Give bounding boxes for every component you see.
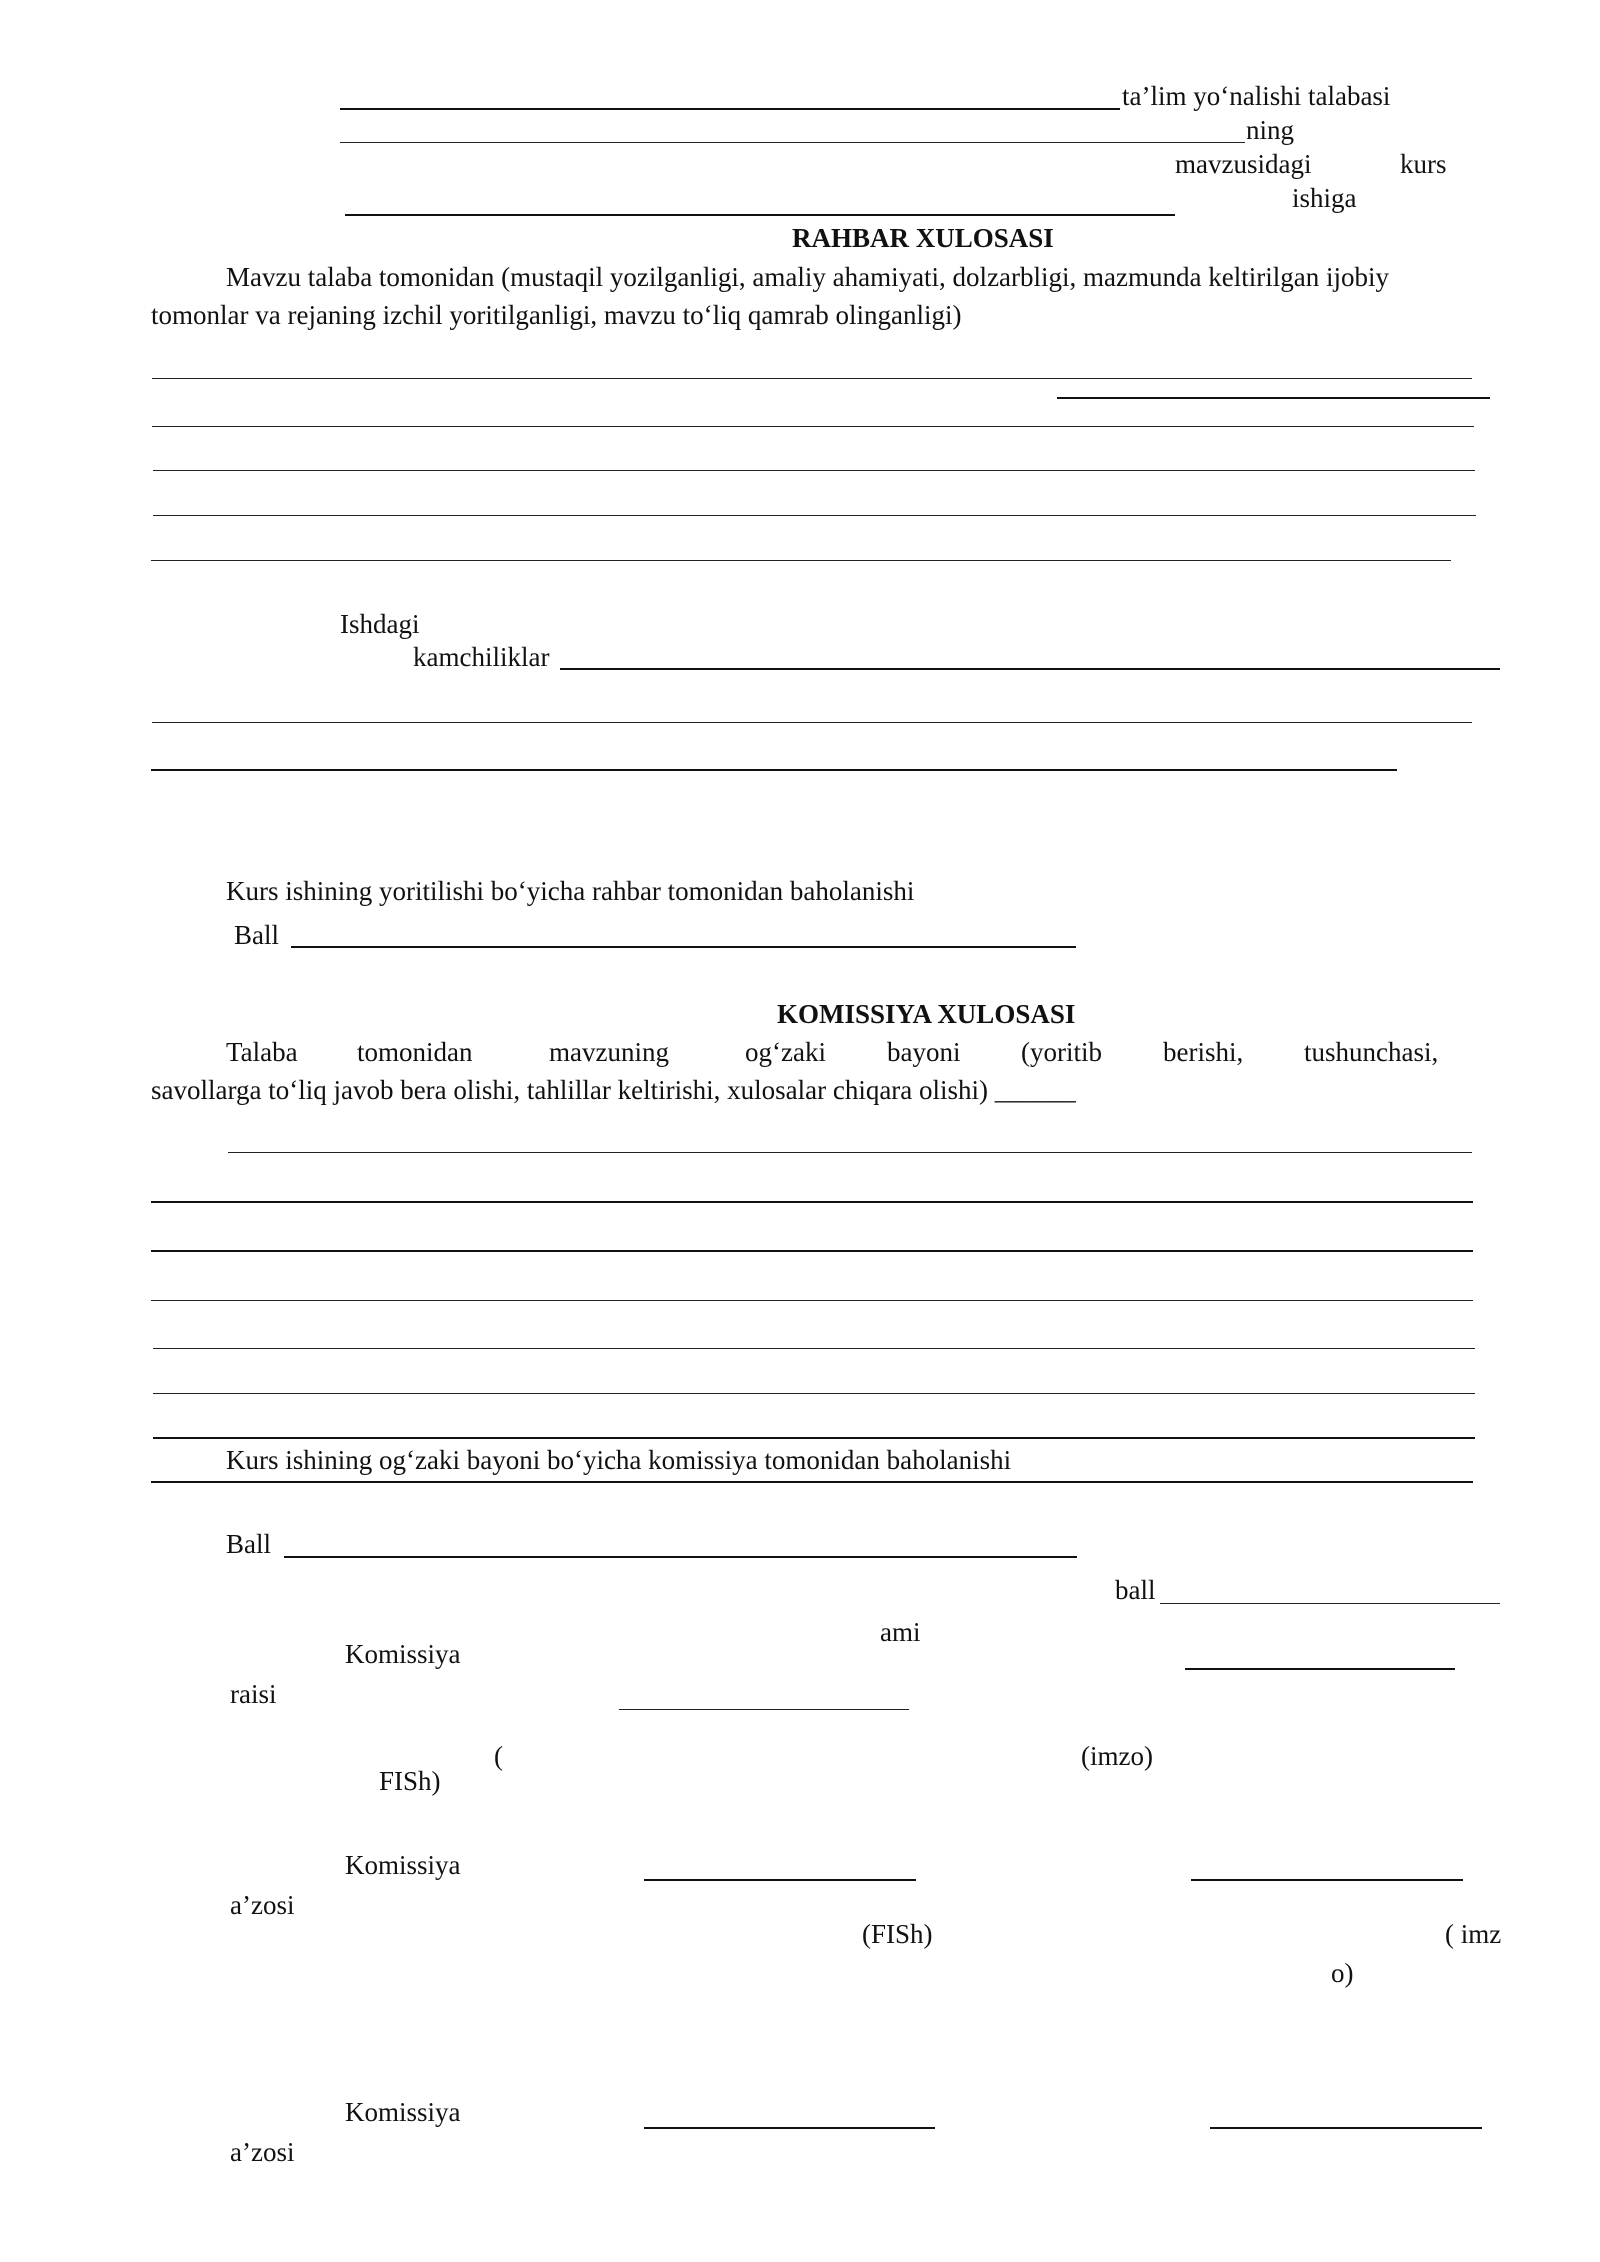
rahbar-answer-line[interactable]	[151, 560, 1451, 561]
rais-fish-line[interactable]	[619, 1709, 909, 1710]
komissiya-answer-line[interactable]	[151, 1300, 1473, 1301]
azo1-komissiya-label: Komissiya	[345, 1850, 461, 1880]
azo1-o-label: o)	[1331, 1958, 1354, 1988]
komissiya-answer-line[interactable]	[153, 1393, 1475, 1394]
rahbar-ball-label: Ball	[234, 920, 279, 950]
azo1-signature-line[interactable]	[1191, 1879, 1463, 1881]
azo1-azosi-label: a’zosi	[230, 1890, 295, 1920]
azo2-signature-line[interactable]	[1210, 2127, 1482, 2129]
komissiya-intro-w2: mavzuning	[549, 1037, 669, 1067]
kurs-text: kurs	[1400, 149, 1447, 179]
imzo-label: (imzo)	[1081, 1741, 1153, 1771]
komissiya-answer-line[interactable]	[228, 1152, 1472, 1153]
talim-yonalishi-text: ta’lim yo‘nalishi talabasi	[1122, 81, 1391, 111]
rahbar-answer-line[interactable]	[153, 470, 1475, 471]
fish-close-label: FISh)	[379, 1766, 441, 1796]
komissiya-answer-line[interactable]	[151, 1250, 1473, 1252]
rahbar-ball-line[interactable]	[291, 946, 1076, 948]
ami-text: ami	[880, 1617, 921, 1647]
rahbar-intro-line1: Mavzu talaba tomonidan (mustaqil yozilganligi, amaliy ahamiyati, dolzarbligi, mazmunda keltirilgan ijobiy	[226, 262, 1389, 292]
rahbar-eval-text: Kurs ishining yoritilishi bo‘yicha rahbar tomonidan baholanishi	[226, 876, 915, 906]
azo2-komissiya-label: Komissiya	[345, 2097, 461, 2127]
komissiya-answer-line[interactable]	[153, 1348, 1475, 1349]
ning-text: ning	[1246, 115, 1295, 145]
azo2-fish-line[interactable]	[644, 2127, 935, 2129]
rahbar-answer-line[interactable]	[152, 426, 1474, 427]
komissiya-eval-text: Kurs ishining og‘zaki bayoni bo‘yicha komissiya tomonidan baholanishi	[226, 1445, 1012, 1475]
mavzusidagi-text: mavzusidagi	[1175, 149, 1312, 179]
rahbar-title: RAHBAR XULOSASI	[792, 223, 1054, 253]
raisi-label: raisi	[230, 1679, 277, 1709]
kamchiliklar-line[interactable]	[151, 769, 1397, 771]
komissiya-intro-w4: bayoni	[887, 1037, 961, 1067]
topic-line[interactable]	[345, 214, 1175, 216]
komissiya-title: KOMISSIYA XULOSASI	[777, 999, 1076, 1029]
komissiya-ball-label: Ball	[226, 1529, 271, 1559]
rahbar-intro-line2: tomonlar va rejaning izchil yoritilganligi, mavzu to‘liq qamrab olinganligi)	[151, 300, 962, 330]
komissiya-ball-line[interactable]	[284, 1556, 1077, 1558]
group-line[interactable]	[340, 142, 1245, 143]
kamchiliklar-line[interactable]	[560, 668, 1500, 670]
kamchiliklar-line[interactable]	[152, 722, 1472, 723]
komissiya-answer-line[interactable]	[151, 1201, 1473, 1203]
komissiya-intro-w7: tushunchasi,	[1304, 1037, 1439, 1067]
azo1-imz-label: ( imz	[1445, 1919, 1502, 1949]
komissiya-intro-w0: Talaba	[226, 1037, 298, 1067]
ishiga-text: ishiga	[1292, 183, 1357, 213]
komissiya-eval-line[interactable]	[151, 1481, 1473, 1483]
kamchiliklar-label: kamchiliklar	[413, 642, 550, 672]
rais-komissiya-label: Komissiya	[345, 1639, 461, 1669]
ishdagi-label: Ishdagi	[340, 609, 420, 639]
komissiya-intro-w5: (yoritib	[1021, 1037, 1102, 1067]
rahbar-answer-line[interactable]	[152, 378, 1472, 379]
ball-lower-label: ball	[1115, 1575, 1156, 1605]
azo2-azosi-label: a’zosi	[230, 2137, 295, 2167]
komissiya-intro-w3: og‘zaki	[745, 1037, 826, 1067]
komissiya-answer-line[interactable]	[153, 1437, 1475, 1439]
rais-signature-line[interactable]	[1185, 1668, 1455, 1670]
azo1-fish-line[interactable]	[644, 1879, 916, 1881]
azo1-fish-label: (FISh)	[862, 1919, 933, 1949]
rahbar-answer-line[interactable]	[153, 515, 1476, 516]
ball-lower-line[interactable]	[1160, 1603, 1500, 1604]
student-name-line[interactable]	[340, 108, 1120, 110]
rahbar-answer-line[interactable]	[1057, 397, 1490, 399]
komissiya-intro-w6: berishi,	[1163, 1037, 1244, 1067]
komissiya-intro-line2: savollarga to‘liq javob bera olishi, tahlillar keltirishi, xulosalar chiqara olishi) ______	[151, 1075, 1076, 1105]
komissiya-intro-w1: tomonidan	[357, 1037, 473, 1067]
paren-open: (	[494, 1741, 503, 1771]
